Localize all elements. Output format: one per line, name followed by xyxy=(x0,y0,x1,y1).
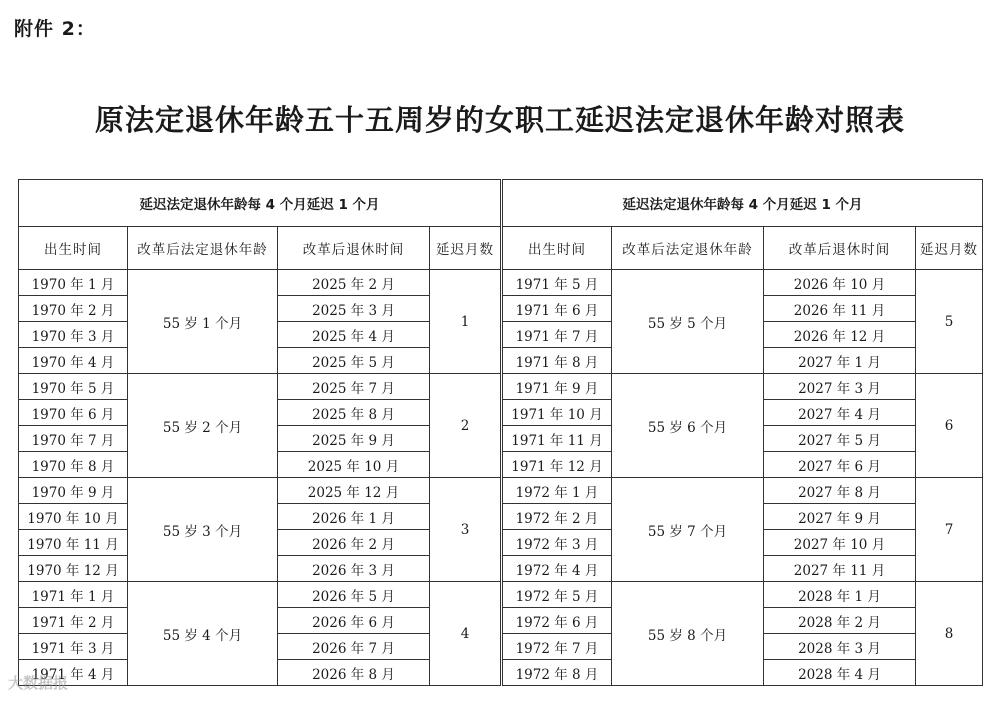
header-delay-months: 延迟月数 xyxy=(430,227,501,270)
birth-date-cell: 1971 年 2 月 xyxy=(19,608,128,634)
retirement-date-cell: 2026 年 10 月 xyxy=(764,270,916,296)
delay-months-cell: 7 xyxy=(916,478,983,582)
birth-date-cell: 1971 年 1 月 xyxy=(19,582,128,608)
retirement-date-cell: 2027 年 9 月 xyxy=(764,504,916,530)
watermark-logo: 大数据报 xyxy=(8,674,69,692)
retirement-date-cell: 2026 年 5 月 xyxy=(278,582,430,608)
retirement-date-cell: 2026 年 12 月 xyxy=(764,322,916,348)
birth-date-cell: 1970 年 4 月 xyxy=(19,348,128,374)
birth-date-cell: 1972 年 1 月 xyxy=(503,478,612,504)
retirement-date-cell: 2027 年 1 月 xyxy=(764,348,916,374)
table-row xyxy=(19,478,501,504)
header-delay-months: 延迟月数 xyxy=(916,227,983,270)
retirement-date-cell: 2025 年 3 月 xyxy=(278,296,430,322)
retirement-date-cell: 2028 年 2 月 xyxy=(764,608,916,634)
birth-date-cell: 1972 年 4 月 xyxy=(503,556,612,582)
retirement-date-cell: 2028 年 1 月 xyxy=(764,582,916,608)
birth-date-cell: 1972 年 5 月 xyxy=(503,582,612,608)
retirement-date-cell: 2025 年 2 月 xyxy=(278,270,430,296)
table-row xyxy=(19,270,501,296)
retirement-date-cell: 2028 年 3 月 xyxy=(764,634,916,660)
retirement-date-cell: 2027 年 3 月 xyxy=(764,374,916,400)
table-row xyxy=(19,582,501,608)
birth-date-cell: 1970 年 5 月 xyxy=(19,374,128,400)
birth-date-cell: 1972 年 7 月 xyxy=(503,634,612,660)
retirement-age-cell: 55 岁 7 个月 xyxy=(612,478,764,582)
section-caption: 延迟法定退休年龄每 4 个月延迟 1 个月 xyxy=(19,180,501,227)
retirement-date-cell: 2026 年 1 月 xyxy=(278,504,430,530)
retirement-date-cell: 2027 年 5 月 xyxy=(764,426,916,452)
retirement-date-cell: 2026 年 3 月 xyxy=(278,556,430,582)
birth-date-cell: 1972 年 8 月 xyxy=(503,660,612,686)
header-birth-date: 出生时间 xyxy=(503,227,612,270)
birth-date-cell: 1971 年 7 月 xyxy=(503,322,612,348)
retirement-date-cell: 2027 年 6 月 xyxy=(764,452,916,478)
birth-date-cell: 1970 年 2 月 xyxy=(19,296,128,322)
retirement-date-cell: 2028 年 4 月 xyxy=(764,660,916,686)
retirement-date-cell: 2027 年 4 月 xyxy=(764,400,916,426)
delay-months-cell: 8 xyxy=(916,582,983,686)
delay-months-cell: 4 xyxy=(430,582,501,686)
birth-date-cell: 1970 年 6 月 xyxy=(19,400,128,426)
retirement-date-cell: 2026 年 2 月 xyxy=(278,530,430,556)
birth-date-cell: 1970 年 8 月 xyxy=(19,452,128,478)
birth-date-cell: 1972 年 3 月 xyxy=(503,530,612,556)
birth-date-cell: 1971 年 9 月 xyxy=(503,374,612,400)
header-retirement-age: 改革后法定退休年龄 xyxy=(128,227,278,270)
table-row xyxy=(503,478,983,504)
comparison-table-right xyxy=(502,179,983,686)
delay-months-cell: 1 xyxy=(430,270,501,374)
retirement-date-cell: 2027 年 10 月 xyxy=(764,530,916,556)
retirement-date-cell: 2027 年 11 月 xyxy=(764,556,916,582)
header-retirement-date: 改革后退休时间 xyxy=(764,227,916,270)
table-row xyxy=(503,270,983,296)
table-row xyxy=(19,374,501,400)
table-row xyxy=(503,582,983,608)
retirement-date-cell: 2025 年 10 月 xyxy=(278,452,430,478)
retirement-age-cell: 55 岁 6 个月 xyxy=(612,374,764,478)
retirement-age-cell: 55 岁 8 个月 xyxy=(612,582,764,686)
retirement-date-cell: 2025 年 9 月 xyxy=(278,426,430,452)
delay-months-cell: 3 xyxy=(430,478,501,582)
birth-date-cell: 1970 年 1 月 xyxy=(19,270,128,296)
document-title: 原法定退休年龄五十五周岁的女职工延迟法定退休年龄对照表 xyxy=(94,103,905,137)
retirement-age-cell: 55 岁 5 个月 xyxy=(612,270,764,374)
retirement-date-cell: 2026 年 6 月 xyxy=(278,608,430,634)
retirement-date-cell: 2025 年 5 月 xyxy=(278,348,430,374)
header-retirement-date: 改革后退休时间 xyxy=(278,227,430,270)
retirement-date-cell: 2026 年 7 月 xyxy=(278,634,430,660)
birth-date-cell: 1970 年 10 月 xyxy=(19,504,128,530)
birth-date-cell: 1971 年 11 月 xyxy=(503,426,612,452)
birth-date-cell: 1971 年 12 月 xyxy=(503,452,612,478)
birth-date-cell: 1970 年 11 月 xyxy=(19,530,128,556)
attachment-label: 附件 2： xyxy=(14,18,96,40)
birth-date-cell: 1971 年 6 月 xyxy=(503,296,612,322)
header-retirement-age: 改革后法定退休年龄 xyxy=(612,227,764,270)
retirement-date-cell: 2025 年 4 月 xyxy=(278,322,430,348)
comparison-table-left xyxy=(18,179,501,686)
header-birth-date: 出生时间 xyxy=(19,227,128,270)
delay-months-cell: 6 xyxy=(916,374,983,478)
retirement-date-cell: 2025 年 7 月 xyxy=(278,374,430,400)
birth-date-cell: 1970 年 7 月 xyxy=(19,426,128,452)
retirement-age-cell: 55 岁 2 个月 xyxy=(128,374,278,478)
retirement-date-cell: 2025 年 12 月 xyxy=(278,478,430,504)
delay-months-cell: 2 xyxy=(430,374,501,478)
birth-date-cell: 1970 年 3 月 xyxy=(19,322,128,348)
birth-date-cell: 1971 年 8 月 xyxy=(503,348,612,374)
retirement-age-cell: 55 岁 1 个月 xyxy=(128,270,278,374)
retirement-age-cell: 55 岁 4 个月 xyxy=(128,582,278,686)
retirement-date-cell: 2026 年 8 月 xyxy=(278,660,430,686)
retirement-age-cell: 55 岁 3 个月 xyxy=(128,478,278,582)
birth-date-cell: 1971 年 4 月 xyxy=(19,660,128,686)
birth-date-cell: 1970 年 9 月 xyxy=(19,478,128,504)
birth-date-cell: 1970 年 12 月 xyxy=(19,556,128,582)
delay-months-cell: 5 xyxy=(916,270,983,374)
birth-date-cell: 1972 年 6 月 xyxy=(503,608,612,634)
table-row xyxy=(503,374,983,400)
birth-date-cell: 1971 年 10 月 xyxy=(503,400,612,426)
retirement-date-cell: 2025 年 8 月 xyxy=(278,400,430,426)
retirement-date-cell: 2027 年 8 月 xyxy=(764,478,916,504)
retirement-date-cell: 2026 年 11 月 xyxy=(764,296,916,322)
section-caption: 延迟法定退休年龄每 4 个月延迟 1 个月 xyxy=(503,180,983,227)
birth-date-cell: 1972 年 2 月 xyxy=(503,504,612,530)
birth-date-cell: 1971 年 5 月 xyxy=(503,270,612,296)
birth-date-cell: 1971 年 3 月 xyxy=(19,634,128,660)
